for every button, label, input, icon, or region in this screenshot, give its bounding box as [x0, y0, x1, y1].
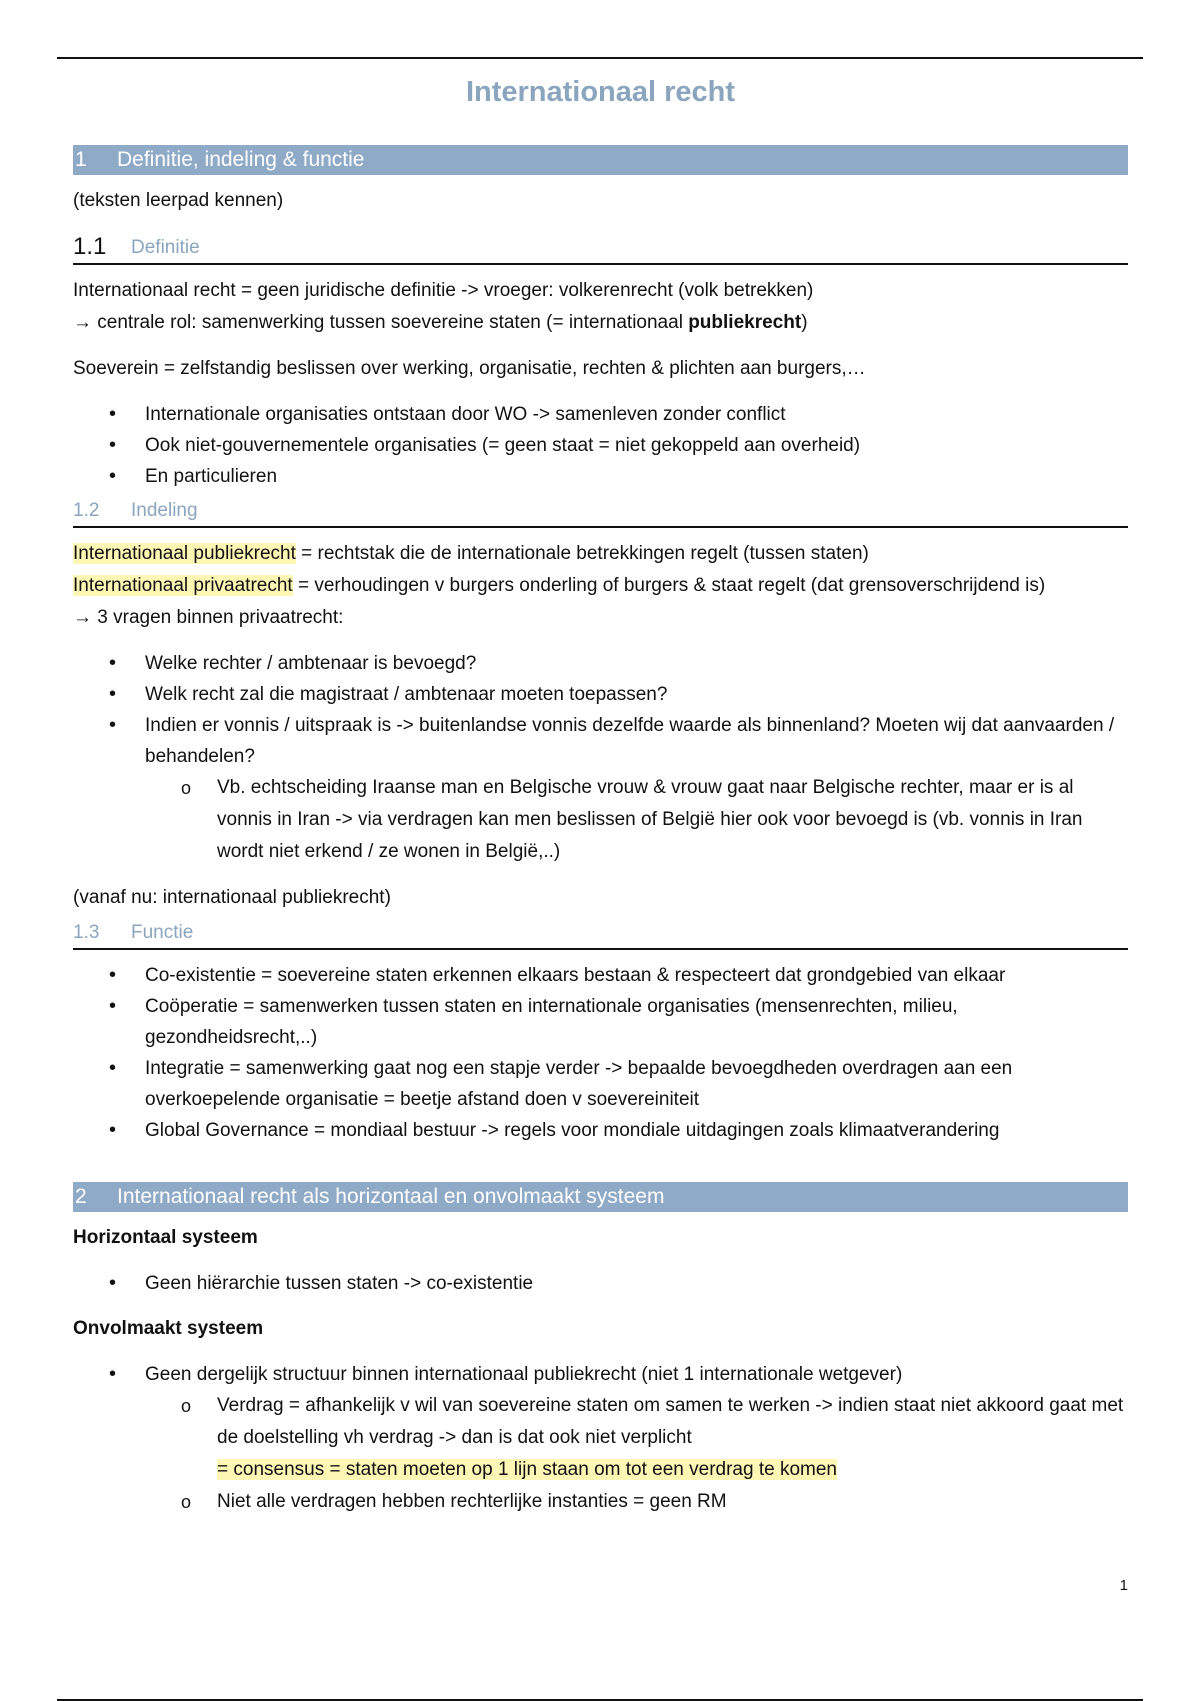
subsection-1-3-number: 1.3: [73, 922, 100, 943]
list-item-text: Geen dergelijk structuur binnen internationaal publiekrecht (niet 1 internationale wetgever): [145, 1364, 903, 1385]
definition-line-2-text: → centrale rol: samenwerking tussen soevereine staten (= internationaal: [73, 312, 689, 333]
document-page: [73, 70, 1128, 1594]
list-item: • Global Governance = mondiaal bestuur -> regels voor mondiale uitdagingen zoals klimaatverandering: [73, 1115, 1128, 1146]
consensus-highlight: = consensus = staten moeten op 1 lijn staan om tot een verdrag te komen: [217, 1459, 837, 1480]
top-rule: [57, 57, 1143, 59]
publiekrecht-line: [73, 538, 1128, 570]
horizontal-bullets: [73, 1268, 1128, 1299]
list-item: • Integratie = samenwerking gaat nog een stapje verder -> bepaalde bevoegdheden overdragen aan een overkoepelende organisatie = beetje afstand doen v soevereiniteit: [73, 1053, 1128, 1115]
section-1-title: Definitie, indeling & functie: [117, 148, 365, 171]
list-item: • Welke rechter / ambtenaar is bevoegd?: [73, 648, 1128, 679]
publiekrecht-term: Internationaal publiekrecht: [73, 543, 296, 564]
horizontal-system-title: Horizontaal systeem: [73, 1227, 258, 1248]
subsection-1-2-heading: [73, 492, 1128, 528]
definition-line-2: [73, 307, 1128, 339]
list-item-text: Indien er vonnis / uitspraak is -> buitenlandse vonnis dezelfde waarde als binnenland? Moeten wij dat aanvaarden / behandelen?: [145, 715, 1115, 767]
sub-list-item: o Vb. echtscheiding Iraanse man en Belgische vrouw & vrouw gaat naar Belgische rechter, maar er is al vonnis in Iran -> via verdragen kan men beslissen of België hier ook voor bevoegd is (vb. vonnis in Iran wordt niet erkend / ze wonen in België,..): [145, 772, 1128, 868]
sub-bullets: [73, 1390, 1128, 1518]
subsection-1-1-title: Definitie: [131, 237, 200, 258]
privaatrecht-term: Internationaal privaatrecht: [73, 575, 293, 596]
subsection-1-3-heading: [73, 914, 1128, 950]
imperfect-system-title: Onvolmaakt systeem: [73, 1318, 264, 1339]
sub-bullets: [73, 772, 1128, 868]
definition-bullets: [73, 399, 1128, 492]
list-item: • Welk recht zal die magistraat / ambtenaar moeten toepassen?: [73, 679, 1128, 710]
sub-list-item-text: Verdrag = afhankelijk v wil van soevereine staten om samen te werken -> indien staat niet akkoord gaat met de doelstelling vh verdrag -> dan is dat ook niet verplicht: [217, 1395, 1124, 1448]
list-item: • Ook niet-gouvernementele organisaties (= geen staat = niet gekoppeld aan overheid): [73, 430, 1128, 461]
section-2-heading: [73, 1182, 1128, 1212]
subsection-1-1-heading: [73, 227, 1128, 265]
questions-bullets: [73, 648, 1128, 868]
soeverein-definition: Soeverein = zelfstandig beslissen over werking, organisatie, rechten & plichten aan burgers,…: [73, 358, 866, 379]
list-item: • Geen hiërarchie tussen staten -> co-existentie: [73, 1268, 1128, 1299]
definition-line-1: Internationaal recht = geen juridische definitie -> vroeger: volkerenrecht (volk betrekken): [73, 280, 814, 301]
imperfect-bullets: [73, 1359, 1128, 1518]
list-item: [73, 710, 1128, 868]
publiekrecht-rest: = rechtstak die de internationale betrekkingen regelt (tussen staten): [295, 543, 869, 564]
list-item: • Coöperatie = samenwerken tussen staten en internationale organisaties (mensenrechten, milieu, gezondheidsrecht,..): [73, 991, 1128, 1053]
list-item: [73, 1359, 1128, 1518]
list-item: • Co-existentie = soevereine staten erkennen elkaars bestaan & respecteert dat grondgebied van elkaar: [73, 960, 1128, 991]
privaatrecht-rest: = verhoudingen v burgers onderling of burgers & staat regelt (dat grensoverschrijdend is): [292, 575, 1046, 596]
list-item: • Internationale organisaties ontstaan door WO -> samenleven zonder conflict: [73, 399, 1128, 430]
list-item: • En particulieren: [73, 461, 1128, 492]
section-2-title: Internationaal recht als horizontaal en onvolmaakt systeem: [117, 1185, 665, 1208]
subsection-1-3-title: Functie: [131, 922, 194, 943]
section-1-heading: [73, 145, 1128, 175]
function-bullets: [73, 960, 1128, 1146]
publiekrecht-note: (vanaf nu: internationaal publiekrecht): [73, 887, 391, 908]
questions-intro: → 3 vragen binnen privaatrecht:: [73, 607, 344, 628]
section-1-number: 1: [75, 148, 87, 171]
section-1-note: (teksten leerpad kennen): [73, 190, 284, 211]
privaatrecht-line: [73, 570, 1128, 602]
subsection-1-1-number: 1.1: [73, 233, 107, 260]
page-number: 1: [1119, 1577, 1128, 1594]
subsection-1-2-number: 1.2: [73, 500, 100, 521]
section-2-number: 2: [75, 1185, 87, 1208]
subsection-1-2-title: Indeling: [131, 500, 198, 521]
publiekrecht-bold: publiekrecht: [688, 312, 802, 333]
sub-list-item: [145, 1390, 1128, 1486]
definition-line-2-end: ): [801, 312, 808, 333]
sub-list-item: o Niet alle verdragen hebben rechterlijke instanties = geen RM: [145, 1486, 1128, 1518]
document-title: Internationaal recht: [465, 76, 736, 108]
